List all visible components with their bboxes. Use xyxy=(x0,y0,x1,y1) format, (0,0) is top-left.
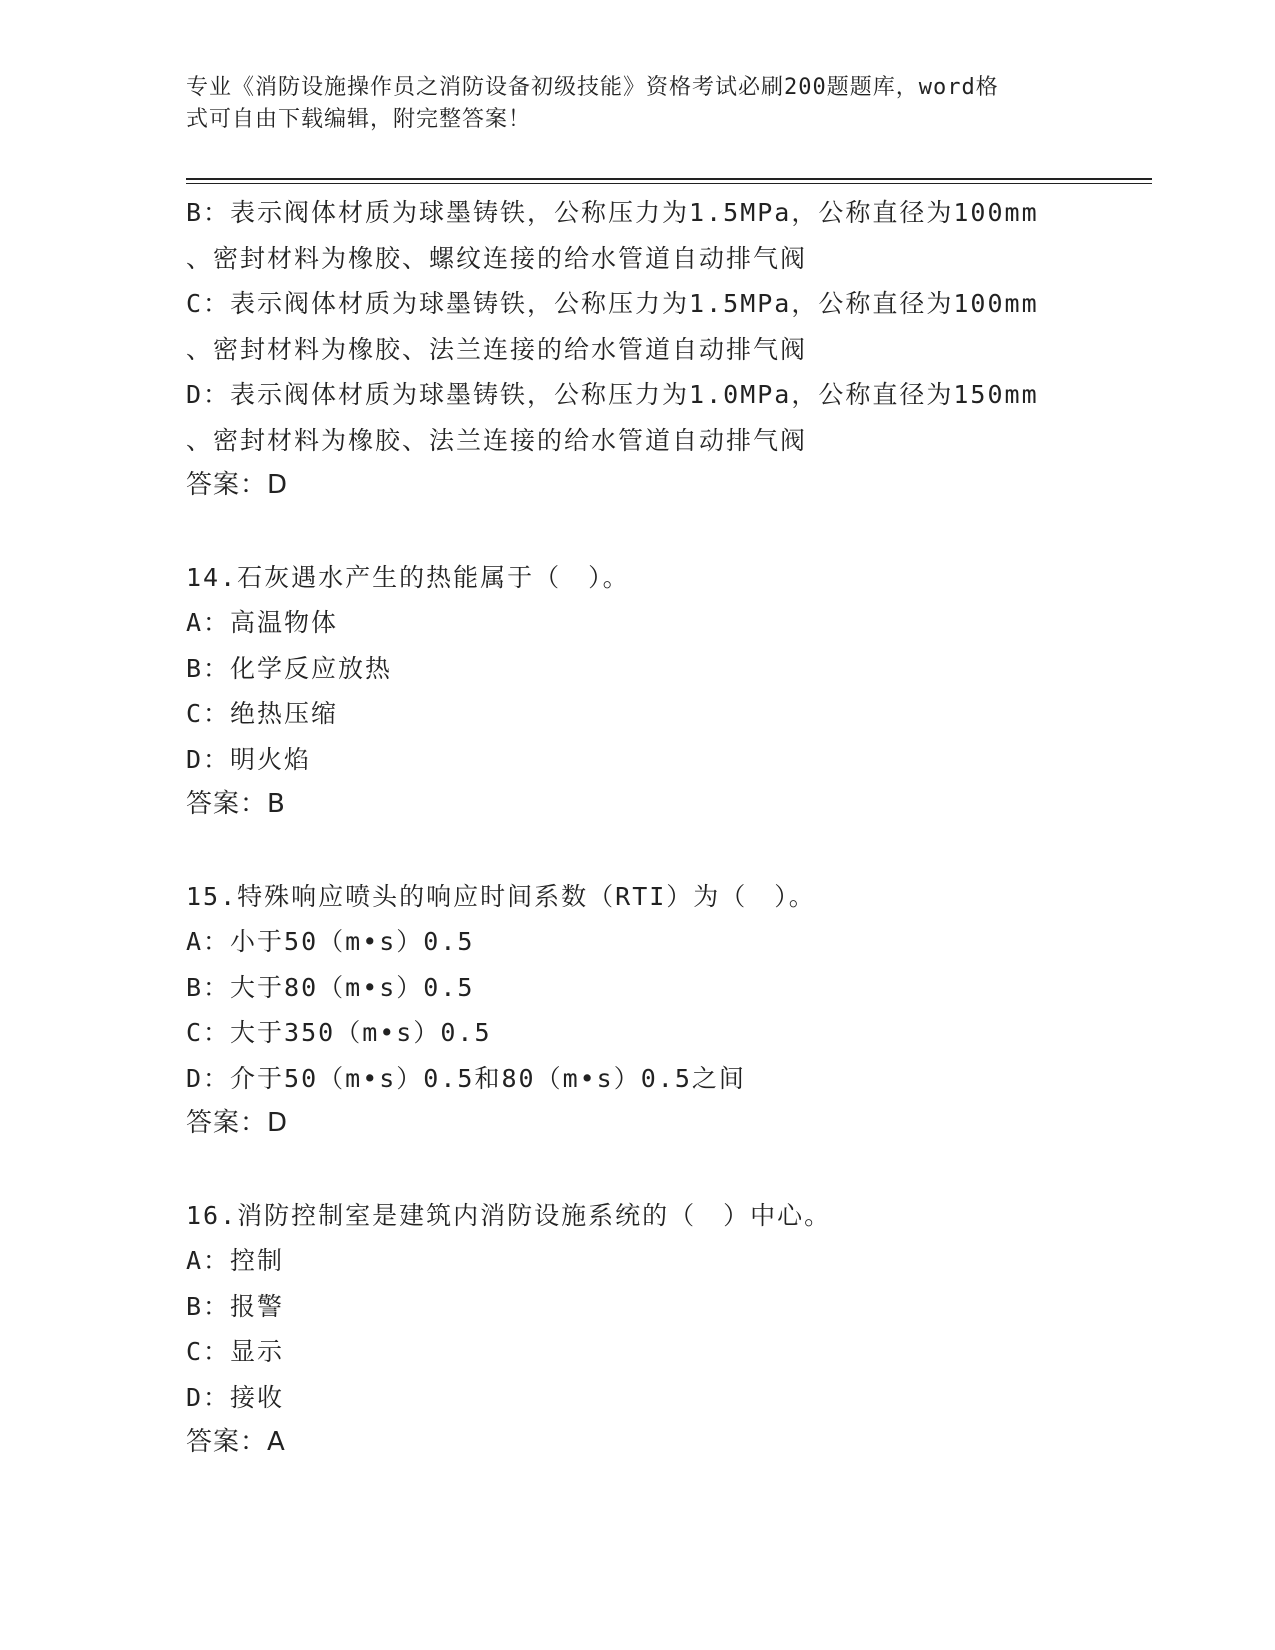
option-c: C：表示阀体材质为球墨铸铁，公称压力为1.5MPa，公称直径为100mm xyxy=(186,289,1039,318)
option-a: A：高温物体 xyxy=(186,608,339,637)
option-a: A：控制 xyxy=(186,1246,285,1275)
option-d: D：明火焰 xyxy=(186,744,312,774)
answer: 答案：A xyxy=(186,1427,286,1457)
question-14 xyxy=(186,555,1152,828)
option-d: D：接收 xyxy=(186,1382,285,1412)
option-a: A：小于50（m•s）0.5 xyxy=(186,927,475,956)
option-b: B：化学反应放热 xyxy=(186,653,393,683)
option-c: C：绝热压缩 xyxy=(186,699,339,728)
answer: 答案：D xyxy=(186,470,289,500)
option-b: B：表示阀体材质为球墨铸铁，公称压力为1.5MPa，公称直径为100mm xyxy=(186,198,1039,227)
question-stem: 15.特殊响应喷头的响应时间系数（RTI）为（ ）。 xyxy=(186,881,816,911)
option-d-continued: 、密封材料为橡胶、法兰连接的给水管道自动排气阀 xyxy=(186,425,808,455)
answer: 答案：D xyxy=(186,1108,289,1138)
document-body xyxy=(186,190,1152,1466)
option-c-continued: 、密封材料为橡胶、法兰连接的给水管道自动排气阀 xyxy=(186,334,808,364)
spacer xyxy=(186,828,1152,874)
option-c: C：显示 xyxy=(186,1337,285,1366)
header-line-1: 专业《消防设施操作员之消防设备初级技能》资格考试必刷200题题库，word格 xyxy=(186,75,999,100)
question-13-continued xyxy=(186,190,1152,509)
answer: 答案：B xyxy=(186,789,286,819)
header-divider xyxy=(186,178,1152,184)
header-line-2: 式可自由下载编辑，附完整答案！ xyxy=(186,107,532,132)
question-stem: 14.石灰遇水产生的热能属于（ ）。 xyxy=(186,562,630,592)
option-c: C：大于350（m•s）0.5 xyxy=(186,1018,492,1047)
option-b: B：报警 xyxy=(186,1291,285,1321)
document-header xyxy=(186,72,1086,136)
option-d: D：表示阀体材质为球墨铸铁，公称压力为1.0MPa，公称直径为150mm xyxy=(186,380,1039,409)
question-16 xyxy=(186,1193,1152,1466)
question-15 xyxy=(186,874,1152,1147)
option-b: B：大于80（m•s）0.5 xyxy=(186,972,475,1002)
option-d: D：介于50（m•s）0.5和80（m•s）0.5之间 xyxy=(186,1063,746,1093)
spacer xyxy=(186,509,1152,555)
question-stem: 16.消防控制室是建筑内消防设施系统的（ ）中心。 xyxy=(186,1200,832,1230)
spacer xyxy=(186,1147,1152,1193)
option-b-continued: 、密封材料为橡胶、螺纹连接的给水管道自动排气阀 xyxy=(186,243,808,273)
